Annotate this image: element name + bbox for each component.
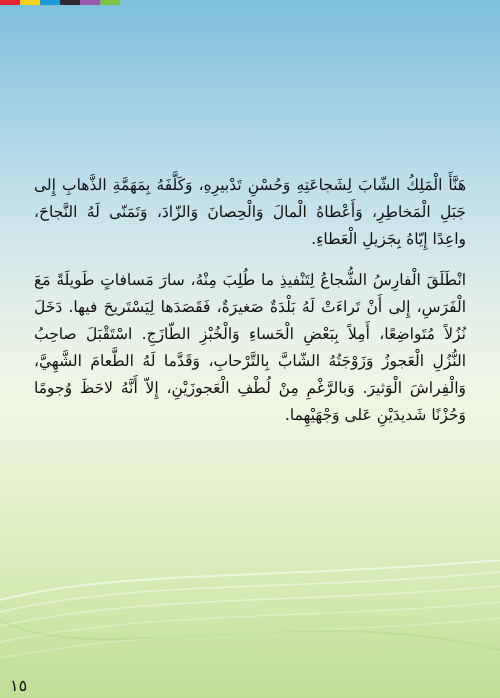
color-swatch-red: [0, 0, 20, 5]
color-swatch-purple: [80, 0, 100, 5]
color-swatch-black: [60, 0, 80, 5]
color-swatch-green: [100, 0, 120, 5]
decorative-waves: [0, 560, 500, 698]
color-swatch-yellow: [20, 0, 40, 5]
story-text: [34, 172, 466, 429]
color-swatch-blue: [40, 0, 60, 5]
paragraph-1: هَنَّأَ الْمَلِكُ الشّابَ لِشَجاعَتِهِ وَحُسْنِ تَدْبيرِهِ، وَكَلَّفَهُ بِمَهَمَّةِ الذَّهابِ إِلى جَبَلِ الْمَخاطِرِ، وَأَعْطاهُ الْمالَ وَالْحِصانَ وَالزّادَ، وَتَمَنّى لَهُ النَّجاحَ، واعِدًا إِيّاهُ بِجَزيلِ الْعَطاءِ.: [34, 176, 466, 248]
color-registration-strip: [0, 0, 120, 5]
paragraph-2: انْطَلَقَ الْفارِسُ الشُّجاعُ لِتَنْفيذِ ما طُلِبَ مِنْهُ، سارَ مَسافاتٍ طَويلَةً مَعَ الْفَرَسِ، إِلى أَنْ تَراءَتْ لَهُ بَلْدَةٌ صَغيرَةٌ، فَقَصَدَها لِيَسْتَريحَ فيها. دَخَلَ نُزُلاً مُتَواضِعًا، أَمِلاً بِبَعْضِ الْحَساءِ وَالْخُبْزِ الطّازَجِ. اسْتَقْبَلَ صاحِبُ النُّزُلِ الْعَجوزُ وَزَوْجَتُهُ الشّابَّ بِالتَّرْحابِ، وَقَدَّما لَهُ الطَّعامَ الشَّهِيَّ، وَالْفِراشَ الْوَثيرَ. وَبالرَّغْمِ مِنْ لُطْفِ الْعَجوزَيْنِ، إِلاّ أَنَّهُ لاحَظَ وُجومًا وَحُزْنًا شَديدَيْنِ عَلى وَجْهَيْهِما.: [34, 271, 466, 424]
page-number: ١٥: [10, 676, 28, 695]
